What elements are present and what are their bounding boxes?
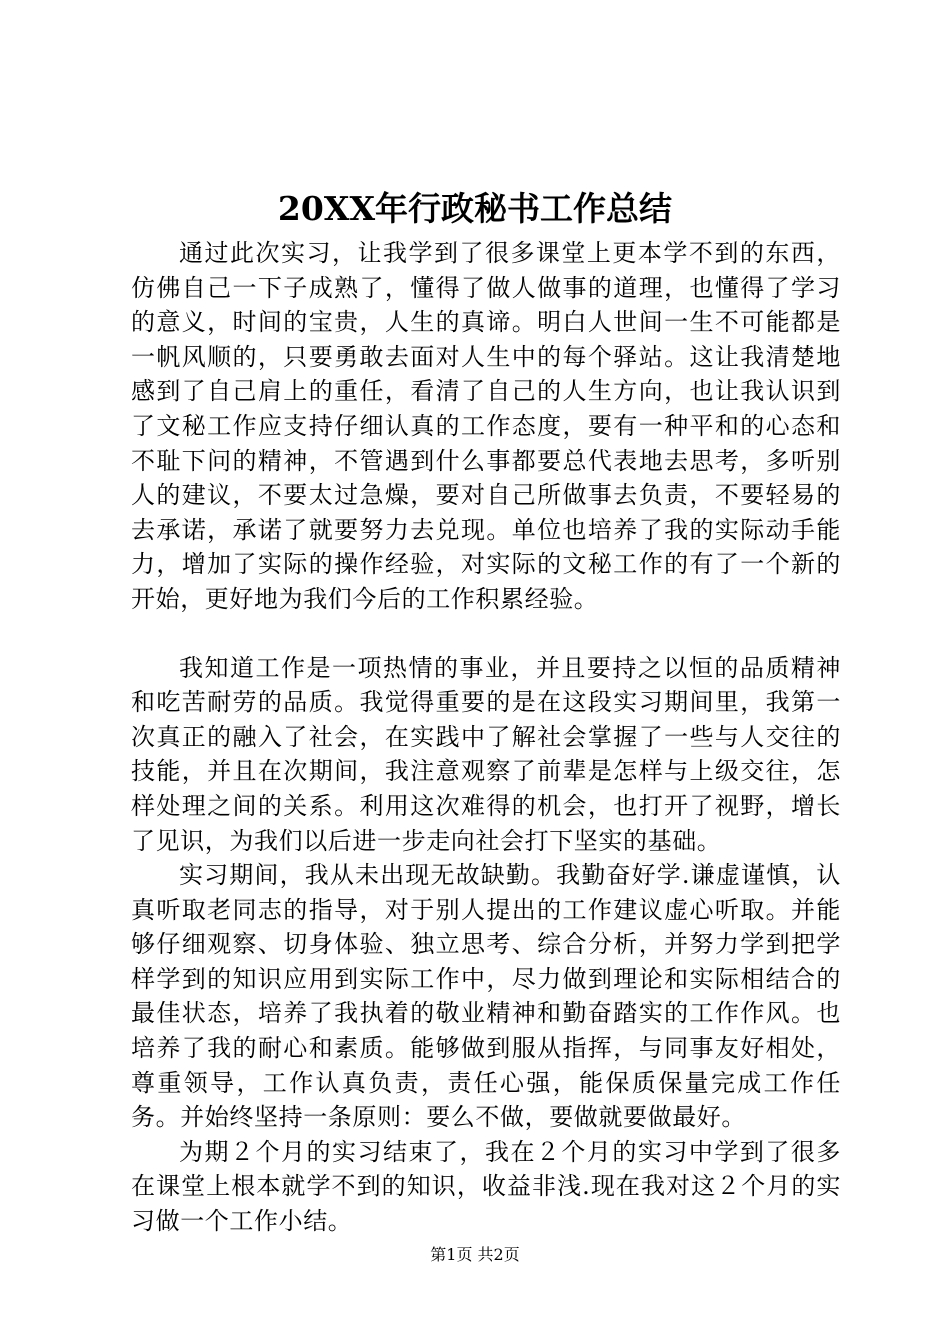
paragraph-3: 实习期间，我从未出现无故缺勤。我勤奋好学.谦虚谨慎，认真听取老同志的指导，对于别人提出的工作建议虚心听取。并能够仔细观察、切身体验、独立思考、综合分析，并努力学到把学样学到的知识应用到实际工作中，尽力做到理论和实际相结合的最佳状态，培养了我执着的敬业精神和勤奋踏实的工作作风。也培养了我的耐心和素质。能够做到服从指挥，与同事友好相处，尊重领导，工作认真负责，责任心强，能保质保量完成工作任务。并始终坚持一条原则：要么不做，要做就要做最好。: [131, 861, 841, 1132]
page-number-footer: 第1页 共2页: [430, 1245, 520, 1264]
paragraph-1: 通过此次实习，让我学到了很多课堂上更本学不到的东西，仿佛自己一下子成熟了，懂得了做人做事的道理，也懂得了学习的意义，时间的宝贵，人生的真谛。明白人世间一生不可能都是一帆风顺的，只要勇敢去面对人生中的每个驿站。这让我清楚地感到了自己肩上的重任，看清了自己的人生方向，也让我认识到了文秘工作应支持仔细认真的工作态度，要有一种平和的心态和不耻下问的精神，不管遇到什么事都要总代表地去思考，多听别人的建议，不要太过急燥，要对自己所做事去负责，不要轻易的去承诺，承诺了就要努力去兑现。单位也培养了我的实际动手能力，增加了实际的操作经验，对实际的文秘工作的有了一个新的开始，更好地为我们今后的工作积累经验。: [131, 239, 841, 613]
document-title: 20XX年行政秘书工作总结: [277, 189, 673, 228]
paragraph-4: 为期２个月的实习结束了，我在２个月的实习中学到了很多在课堂上根本就学不到的知识，收益非浅.现在我对这２个月的实习做一个工作小结。: [131, 1137, 841, 1236]
document-body: [131, 236, 841, 1239]
paragraph-2: 我知道工作是一项热情的事业，并且要持之以恒的品质精神和吃苦耐劳的品质。我觉得重要的是在这段实习期间里，我第一次真正的融入了社会，在实践中了解社会掌握了一些与人交往的技能，并且在次期间，我注意观察了前辈是怎样与上级交往，怎样处理之间的关系。利用这次难得的机会，也打开了视野，增长了见识，为我们以后进一步走向社会打下坚实的基础。: [131, 653, 841, 855]
